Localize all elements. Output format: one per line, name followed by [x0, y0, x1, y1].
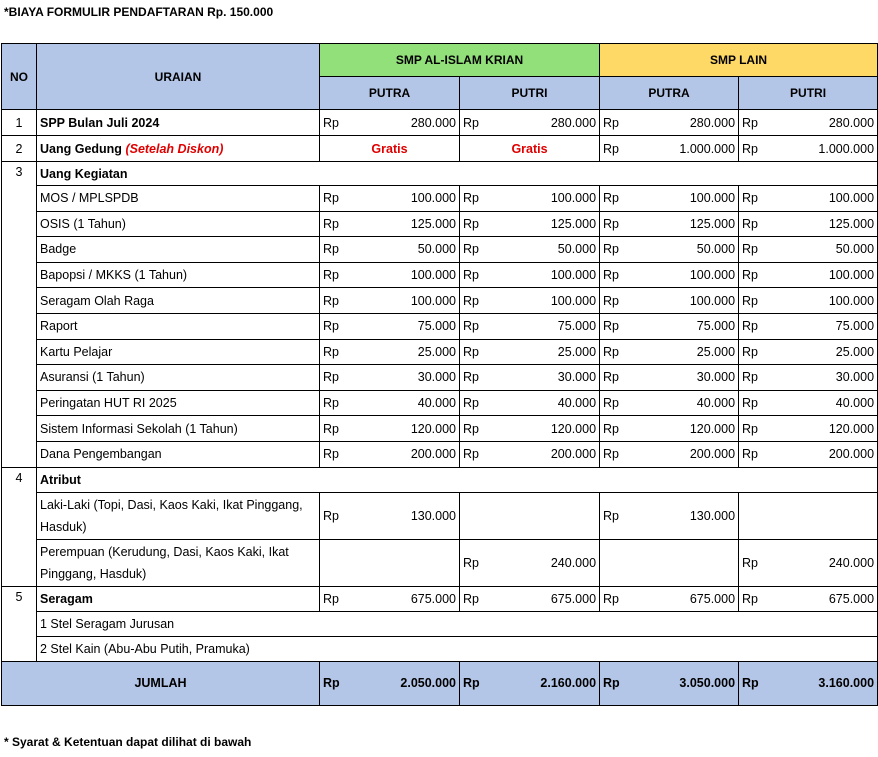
amount-cell: 75.000: [769, 313, 878, 339]
gratis-label: Gratis: [320, 136, 460, 162]
currency-label: Rp: [320, 237, 350, 263]
currency-label: [320, 539, 350, 586]
currency-label: Rp: [600, 586, 630, 611]
table-row: [2, 586, 878, 611]
amount-cell: 25.000: [769, 339, 878, 365]
amount-cell: 50.000: [769, 237, 878, 263]
item-label: Laki-Laki (Topi, Dasi, Kaos Kaki, Ikat Pinggang, Hasduk): [37, 492, 320, 539]
currency-label: Rp: [739, 110, 769, 136]
amount-cell: 100.000: [350, 186, 460, 212]
currency-label: Rp: [320, 339, 350, 365]
currency-label: Rp: [320, 262, 350, 288]
amount-cell: 120.000: [490, 416, 600, 442]
currency-label: [460, 492, 490, 539]
amount-cell: 25.000: [630, 339, 739, 365]
amount-cell: 30.000: [769, 365, 878, 391]
currency-label: Rp: [600, 313, 630, 339]
currency-label: Rp: [460, 365, 490, 391]
item-label: Sistem Informasi Sekolah (1 Tahun): [37, 416, 320, 442]
currency-label: Rp: [320, 416, 350, 442]
table-row: [2, 110, 878, 136]
amount-cell: 100.000: [769, 186, 878, 212]
currency-label: Rp: [460, 390, 490, 416]
amount-cell: 30.000: [490, 365, 600, 391]
item-label: Raport: [37, 313, 320, 339]
item-label: Kartu Pelajar: [37, 339, 320, 365]
amount-cell: 675.000: [350, 586, 460, 611]
amount-cell: [630, 539, 739, 586]
table-row: [2, 390, 878, 416]
table-row: [2, 162, 878, 186]
currency-label: Rp: [739, 186, 769, 212]
sub-item-label: 2 Stel Kain (Abu-Abu Putih, Pramuka): [37, 636, 878, 661]
table-row: [2, 539, 878, 586]
amount-cell: 100.000: [769, 288, 878, 314]
amount-cell: 200.000: [350, 441, 460, 467]
header-putra-lain: PUTRA: [600, 77, 739, 110]
item-label: Badge: [37, 237, 320, 263]
currency-label: Rp: [739, 661, 769, 705]
currency-label: Rp: [739, 211, 769, 237]
item-label: Dana Pengembangan: [37, 441, 320, 467]
amount-cell: 125.000: [490, 211, 600, 237]
amount-cell: 130.000: [630, 492, 739, 539]
currency-label: Rp: [600, 136, 630, 162]
currency-label: Rp: [600, 390, 630, 416]
amount-cell: 40.000: [490, 390, 600, 416]
amount-cell: 40.000: [769, 390, 878, 416]
table-row: [2, 636, 878, 661]
table-row: [2, 136, 878, 162]
currency-label: Rp: [739, 136, 769, 162]
amount-cell: 25.000: [350, 339, 460, 365]
currency-label: Rp: [320, 211, 350, 237]
currency-label: Rp: [460, 539, 490, 586]
currency-label: Rp: [460, 262, 490, 288]
amount-cell: 280.000: [350, 110, 460, 136]
currency-label: Rp: [600, 211, 630, 237]
table-row: [2, 288, 878, 314]
amount-cell: 2.160.000: [490, 661, 600, 705]
amount-cell: 100.000: [350, 288, 460, 314]
item-label: [37, 136, 320, 162]
item-label: OSIS (1 Tahun): [37, 211, 320, 237]
currency-label: Rp: [460, 441, 490, 467]
amount-cell: 675.000: [630, 586, 739, 611]
amount-cell: [350, 539, 460, 586]
amount-cell: 200.000: [630, 441, 739, 467]
amount-cell: 50.000: [490, 237, 600, 263]
section-label: Atribut: [37, 467, 878, 492]
total-label: JUMLAH: [2, 661, 320, 705]
currency-label: Rp: [320, 313, 350, 339]
currency-label: Rp: [320, 492, 350, 539]
currency-label: Rp: [739, 288, 769, 314]
item-label: Perempuan (Kerudung, Dasi, Kaos Kaki, Ikat Pinggang, Hasduk): [37, 539, 320, 586]
currency-label: Rp: [320, 288, 350, 314]
currency-label: Rp: [320, 441, 350, 467]
currency-label: Rp: [600, 262, 630, 288]
amount-cell: 280.000: [630, 110, 739, 136]
amount-cell: 100.000: [630, 186, 739, 212]
currency-label: Rp: [460, 416, 490, 442]
table-row: [2, 339, 878, 365]
currency-label: Rp: [600, 110, 630, 136]
item-label: SPP Bulan Juli 2024: [37, 110, 320, 136]
total-row: [2, 661, 878, 705]
amount-cell: 675.000: [769, 586, 878, 611]
currency-label: Rp: [600, 416, 630, 442]
amount-cell: 100.000: [490, 262, 600, 288]
item-label-text: Uang Gedung: [40, 141, 122, 156]
amount-cell: 75.000: [630, 313, 739, 339]
amount-cell: 3.050.000: [630, 661, 739, 705]
currency-label: Rp: [320, 110, 350, 136]
currency-label: Rp: [739, 416, 769, 442]
currency-label: Rp: [460, 288, 490, 314]
amount-cell: 280.000: [769, 110, 878, 136]
row-number: 1: [2, 110, 37, 136]
amount-cell: 125.000: [769, 211, 878, 237]
row-number: 4: [2, 467, 37, 586]
amount-cell: 40.000: [630, 390, 739, 416]
amount-cell: 75.000: [350, 313, 460, 339]
currency-label: Rp: [460, 237, 490, 263]
amount-cell: 200.000: [769, 441, 878, 467]
amount-cell: 125.000: [630, 211, 739, 237]
amount-cell: 50.000: [350, 237, 460, 263]
row-number: 3: [2, 162, 37, 468]
header-uraian: URAIAN: [37, 44, 320, 110]
currency-label: Rp: [460, 339, 490, 365]
header-smp-lain: SMP LAIN: [600, 44, 878, 77]
currency-label: Rp: [739, 586, 769, 611]
table-row: [2, 611, 878, 636]
header-smp-al-islam: SMP AL-ISLAM KRIAN: [320, 44, 600, 77]
currency-label: Rp: [600, 237, 630, 263]
table-row: [2, 441, 878, 467]
currency-label: Rp: [739, 237, 769, 263]
currency-label: Rp: [460, 186, 490, 212]
currency-label: Rp: [460, 211, 490, 237]
amount-cell: [769, 492, 878, 539]
amount-cell: 100.000: [490, 288, 600, 314]
table-row: [2, 313, 878, 339]
discount-note: (Setelah Diskon): [125, 141, 224, 156]
currency-label: Rp: [600, 339, 630, 365]
amount-cell: 100.000: [490, 186, 600, 212]
table-row: [2, 467, 878, 492]
section-label: Uang Kegiatan: [37, 162, 878, 186]
registration-fee-note: *BIAYA FORMULIR PENDAFTARAN Rp. 150.000: [4, 5, 274, 19]
amount-cell: 25.000: [490, 339, 600, 365]
item-label: Seragam Olah Raga: [37, 288, 320, 314]
amount-cell: 120.000: [350, 416, 460, 442]
amount-cell: 125.000: [350, 211, 460, 237]
amount-cell: 50.000: [630, 237, 739, 263]
amount-cell: 100.000: [630, 288, 739, 314]
currency-label: Rp: [739, 339, 769, 365]
currency-label: Rp: [600, 492, 630, 539]
currency-label: Rp: [739, 313, 769, 339]
currency-label: Rp: [739, 539, 769, 586]
table-row: [2, 186, 878, 212]
amount-cell: 1.000.000: [769, 136, 878, 162]
currency-label: Rp: [320, 365, 350, 391]
table-row: [2, 237, 878, 263]
currency-label: Rp: [320, 586, 350, 611]
header-putri-lain: PUTRI: [739, 77, 878, 110]
currency-label: Rp: [600, 365, 630, 391]
amount-cell: 280.000: [490, 110, 600, 136]
row-number: 5: [2, 586, 37, 661]
currency-label: Rp: [739, 441, 769, 467]
header-putra-alislam: PUTRA: [320, 77, 460, 110]
gratis-label: Gratis: [460, 136, 600, 162]
currency-label: Rp: [460, 110, 490, 136]
item-label: Peringatan HUT RI 2025: [37, 390, 320, 416]
currency-label: Rp: [739, 365, 769, 391]
currency-label: Rp: [460, 586, 490, 611]
amount-cell: 30.000: [350, 365, 460, 391]
amount-cell: 2.050.000: [350, 661, 460, 705]
header-putri-alislam: PUTRI: [460, 77, 600, 110]
amount-cell: 75.000: [490, 313, 600, 339]
item-label: Seragam: [37, 586, 320, 611]
row-number: 2: [2, 136, 37, 162]
amount-cell: 3.160.000: [769, 661, 878, 705]
amount-cell: 130.000: [350, 492, 460, 539]
currency-label: Rp: [739, 262, 769, 288]
currency-label: Rp: [600, 441, 630, 467]
table-row: [2, 262, 878, 288]
amount-cell: 120.000: [630, 416, 739, 442]
table-row: [2, 416, 878, 442]
amount-cell: 100.000: [630, 262, 739, 288]
amount-cell: 120.000: [769, 416, 878, 442]
currency-label: Rp: [460, 313, 490, 339]
currency-label: Rp: [320, 186, 350, 212]
amount-cell: 100.000: [769, 262, 878, 288]
amount-cell: 100.000: [350, 262, 460, 288]
currency-label: Rp: [600, 186, 630, 212]
amount-cell: 40.000: [350, 390, 460, 416]
amount-cell: 240.000: [490, 539, 600, 586]
terms-note: * Syarat & Ketentuan dapat dilihat di bawah: [4, 735, 252, 749]
table-row: [2, 492, 878, 539]
amount-cell: 240.000: [769, 539, 878, 586]
sub-item-label: 1 Stel Seragam Jurusan: [37, 611, 878, 636]
currency-label: [739, 492, 769, 539]
currency-label: Rp: [320, 661, 350, 705]
currency-label: Rp: [320, 390, 350, 416]
currency-label: Rp: [600, 661, 630, 705]
table-row: [2, 365, 878, 391]
table-row: [2, 211, 878, 237]
currency-label: Rp: [460, 661, 490, 705]
item-label: Asuransi (1 Tahun): [37, 365, 320, 391]
item-label: MOS / MPLSPDB: [37, 186, 320, 212]
currency-label: Rp: [739, 390, 769, 416]
amount-cell: 675.000: [490, 586, 600, 611]
header-no: NO: [2, 44, 37, 110]
amount-cell: 30.000: [630, 365, 739, 391]
currency-label: [600, 539, 630, 586]
amount-cell: 1.000.000: [630, 136, 739, 162]
amount-cell: 200.000: [490, 441, 600, 467]
fee-table: [1, 43, 878, 706]
item-label: Bapopsi / MKKS (1 Tahun): [37, 262, 320, 288]
currency-label: Rp: [600, 288, 630, 314]
amount-cell: [490, 492, 600, 539]
